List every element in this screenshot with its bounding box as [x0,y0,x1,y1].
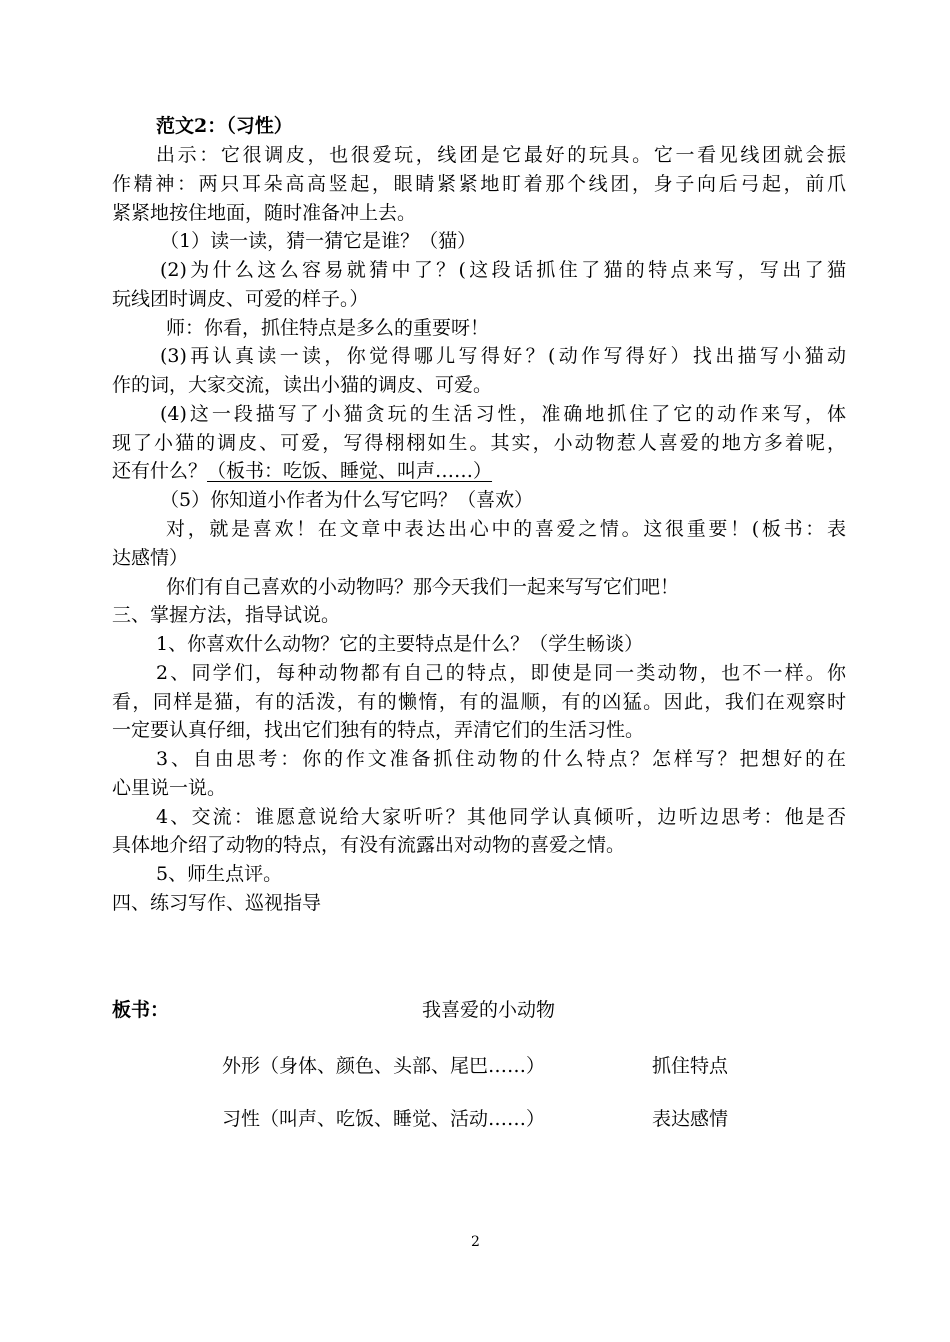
question-4-line [112,456,492,486]
question-5-answer-line: 达感情） [112,547,189,569]
essay2-paragraph-line: 作精神：两只耳朵高高竖起，眼睛紧紧地盯着那个线团，身子向后弓起，前爪 [112,173,846,195]
board-row-habits: 习性（叫声、吃饭、睡觉、活动……） [222,1108,546,1130]
part3-item-line: 一定要认真仔细，找出它们独有的特点，弄清它们的生活习性。 [112,719,645,741]
part3-item: 5、师生点评。 [156,863,283,885]
essay2-paragraph-line: 出示：它很调皮，也很爱玩，线团是它最好的玩具。它一看见线团就会振 [156,144,846,166]
question-5-answer-line: 对，就是喜欢！在文章中表达出心中的喜爱之情。这很重要！(板书：表 [166,518,846,540]
essay2-paragraph-line: 紧紧地按住地面，随时准备冲上去。 [112,202,417,224]
part3-heading: 三、掌握方法，指导试说。 [112,604,341,626]
part3-item-line: 具体地介绍了动物的特点，有没有流露出对动物的喜爱之情。 [112,834,626,856]
board-row-appearance-note: 抓住特点 [652,1055,729,1077]
board-label: 板书： [112,999,170,1021]
question-2-line: (2)为什么这么容易就猜中了？(这段话抓住了猫的特点来写，写出了猫 [160,259,846,281]
question-4-line: 现了小猫的调皮、可爱，写得栩栩如生。其实，小动物惹人喜爱的地方多着呢， [112,432,846,454]
board-row-appearance: 外形（身体、颜色、头部、尾巴……） [222,1055,546,1077]
teacher-remark: 师：你看，抓住特点是多么的重要呀！ [166,317,490,339]
part3-item-line: 2、同学们，每种动物都有自己的特点，即使是同一类动物，也不一样。你 [156,662,846,684]
question-5: （5）你知道小作者为什么写它吗？（喜欢） [160,489,534,511]
board-note-underlined: （板书：吃饭、睡觉、叫声……） [207,460,493,482]
part3-item: 1、你喜欢什么动物？它的主要特点是什么？（学生畅谈） [156,633,644,655]
board-title: 我喜爱的小动物 [422,999,556,1021]
question-4-line: (4)这一段描写了小猫贪玩的生活习性，准确地抓住了它的动作来写，体 [160,403,846,425]
question-2-line: 玩线团时调皮、可爱的样子。） [112,288,369,310]
page-number: 2 [471,1234,480,1250]
essay2-heading: 范文2：（习性） [156,115,293,137]
part4-heading: 四、练习写作、巡视指导 [112,892,322,914]
part3-item-line: 心里说一说。 [112,777,227,799]
part3-item-line: 4、交流：谁愿意说给大家听听？其他同学认真倾听，边听边思考：他是否 [156,806,846,828]
question-1: （1）读一读，猜一猜它是谁？（猫） [160,230,477,252]
part3-item-line: 看，同样是猫，有的活泼，有的懒惰，有的温顺，有的凶猛。因此，我们在观察时 [112,691,846,713]
question-4-text: 还有什么？ [112,460,208,482]
part3-item-line: 3、自由思考：你的作文准备抓住动物的什么特点？怎样写？把想好的在 [156,748,846,770]
transition-text: 你们有自己喜欢的小动物吗？那今天我们一起来写写它们吧！ [166,576,680,598]
question-3-line: (3)再认真读一读，你觉得哪儿写得好？(动作写得好）找出描写小猫动 [160,345,846,367]
board-row-habits-note: 表达感情 [652,1108,729,1130]
question-3-line: 作的词，大家交流，读出小猫的调皮、可爱。 [112,374,493,396]
